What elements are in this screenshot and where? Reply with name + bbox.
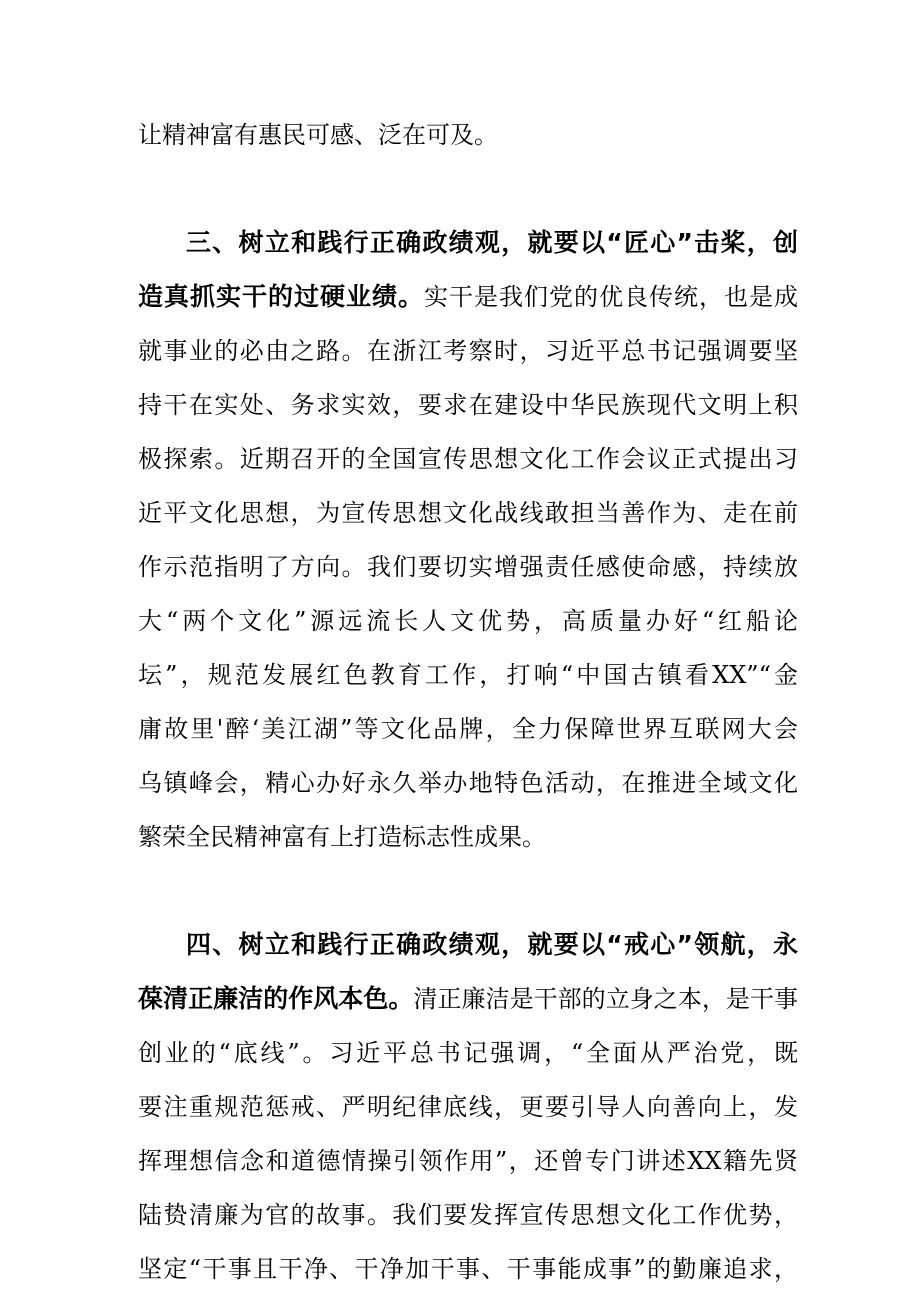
paragraph-3-line xyxy=(138,972,798,1026)
paragraph-2-text: 实干是我们党的优良传统，也是成 xyxy=(424,283,798,311)
section-3-heading-line: 三、树立和践行正确政绩观，就要以“匠心”击桨，创 xyxy=(186,228,798,257)
paragraph-gap xyxy=(138,162,798,216)
paragraph-2-line: 极探索。近期召开的全国宣传思想文化工作会议正式提出习 xyxy=(138,445,798,473)
paragraph-3-line: 坚定“干事且干净、干净加干事、干事能成事”的勤廉追求， xyxy=(138,1255,798,1283)
section-4-heading-end: 葆清正廉洁的作风本色。 xyxy=(138,984,414,1013)
paragraph-2-line: 近平文化思想，为宣传思想文化战线敢担当善作为、走在前 xyxy=(138,499,798,527)
paragraph-2-line: 庸故里'醉‘美江湖”等文化品牌，全力保障世界互联网大会 xyxy=(138,715,798,743)
paragraph-2-line: 就事业的必由之路。在浙江考察时，习近平总书记强调要坚 xyxy=(138,337,798,365)
paragraph-2-line xyxy=(138,270,798,324)
paragraph-3-text: 清正廉洁是干部的立身之本，是干事 xyxy=(413,985,798,1013)
paragraph-1-line: 让精神富有惠民可感、泛在可及。 xyxy=(138,121,498,149)
paragraph-gap xyxy=(138,864,798,918)
paragraph-2-line: 繁荣全民精神富有上打造标志性成果。 xyxy=(138,823,546,851)
paragraph-3-line: 挥理想信念和道德情操引领作用”，还曾专门讲述XX籍先贤 xyxy=(138,1147,798,1175)
paragraph-3-line: 陆贽清廉为官的故事。我们要发挥宣传思想文化工作优势， xyxy=(138,1201,798,1229)
paragraph-2-line: 持干在实处、务求实效，要求在建设中华民族现代文明上积 xyxy=(138,391,798,419)
paragraph-2-line: 大“两个文化”源远流长人文优势，高质量办好“红船论 xyxy=(138,607,798,635)
paragraph-3-line: 创业的“底线”。习近平总书记强调，“全面从严治党，既 xyxy=(138,1039,798,1067)
document-page xyxy=(138,108,798,1296)
section-4-heading-line: 四、树立和践行正确政绩观，就要以“戒心”领航，永 xyxy=(186,930,798,959)
paragraph-2-line: 乌镇峰会，精心办好永久举办地特色活动，在推进全域文化 xyxy=(138,769,798,797)
section-3-heading-end: 造真抓实干的过硬业绩。 xyxy=(138,282,424,311)
paragraph-2-line: 坛”，规范发展红色教育工作，打响“中国古镇看XX”“金 xyxy=(138,661,798,689)
paragraph-2-line: 作示范指明了方向。我们要切实增强责任感使命感，持续放 xyxy=(138,553,798,581)
paragraph-3-line: 要注重规范惩戒、严明纪律底线，更要引导人向善向上，发 xyxy=(138,1093,798,1121)
